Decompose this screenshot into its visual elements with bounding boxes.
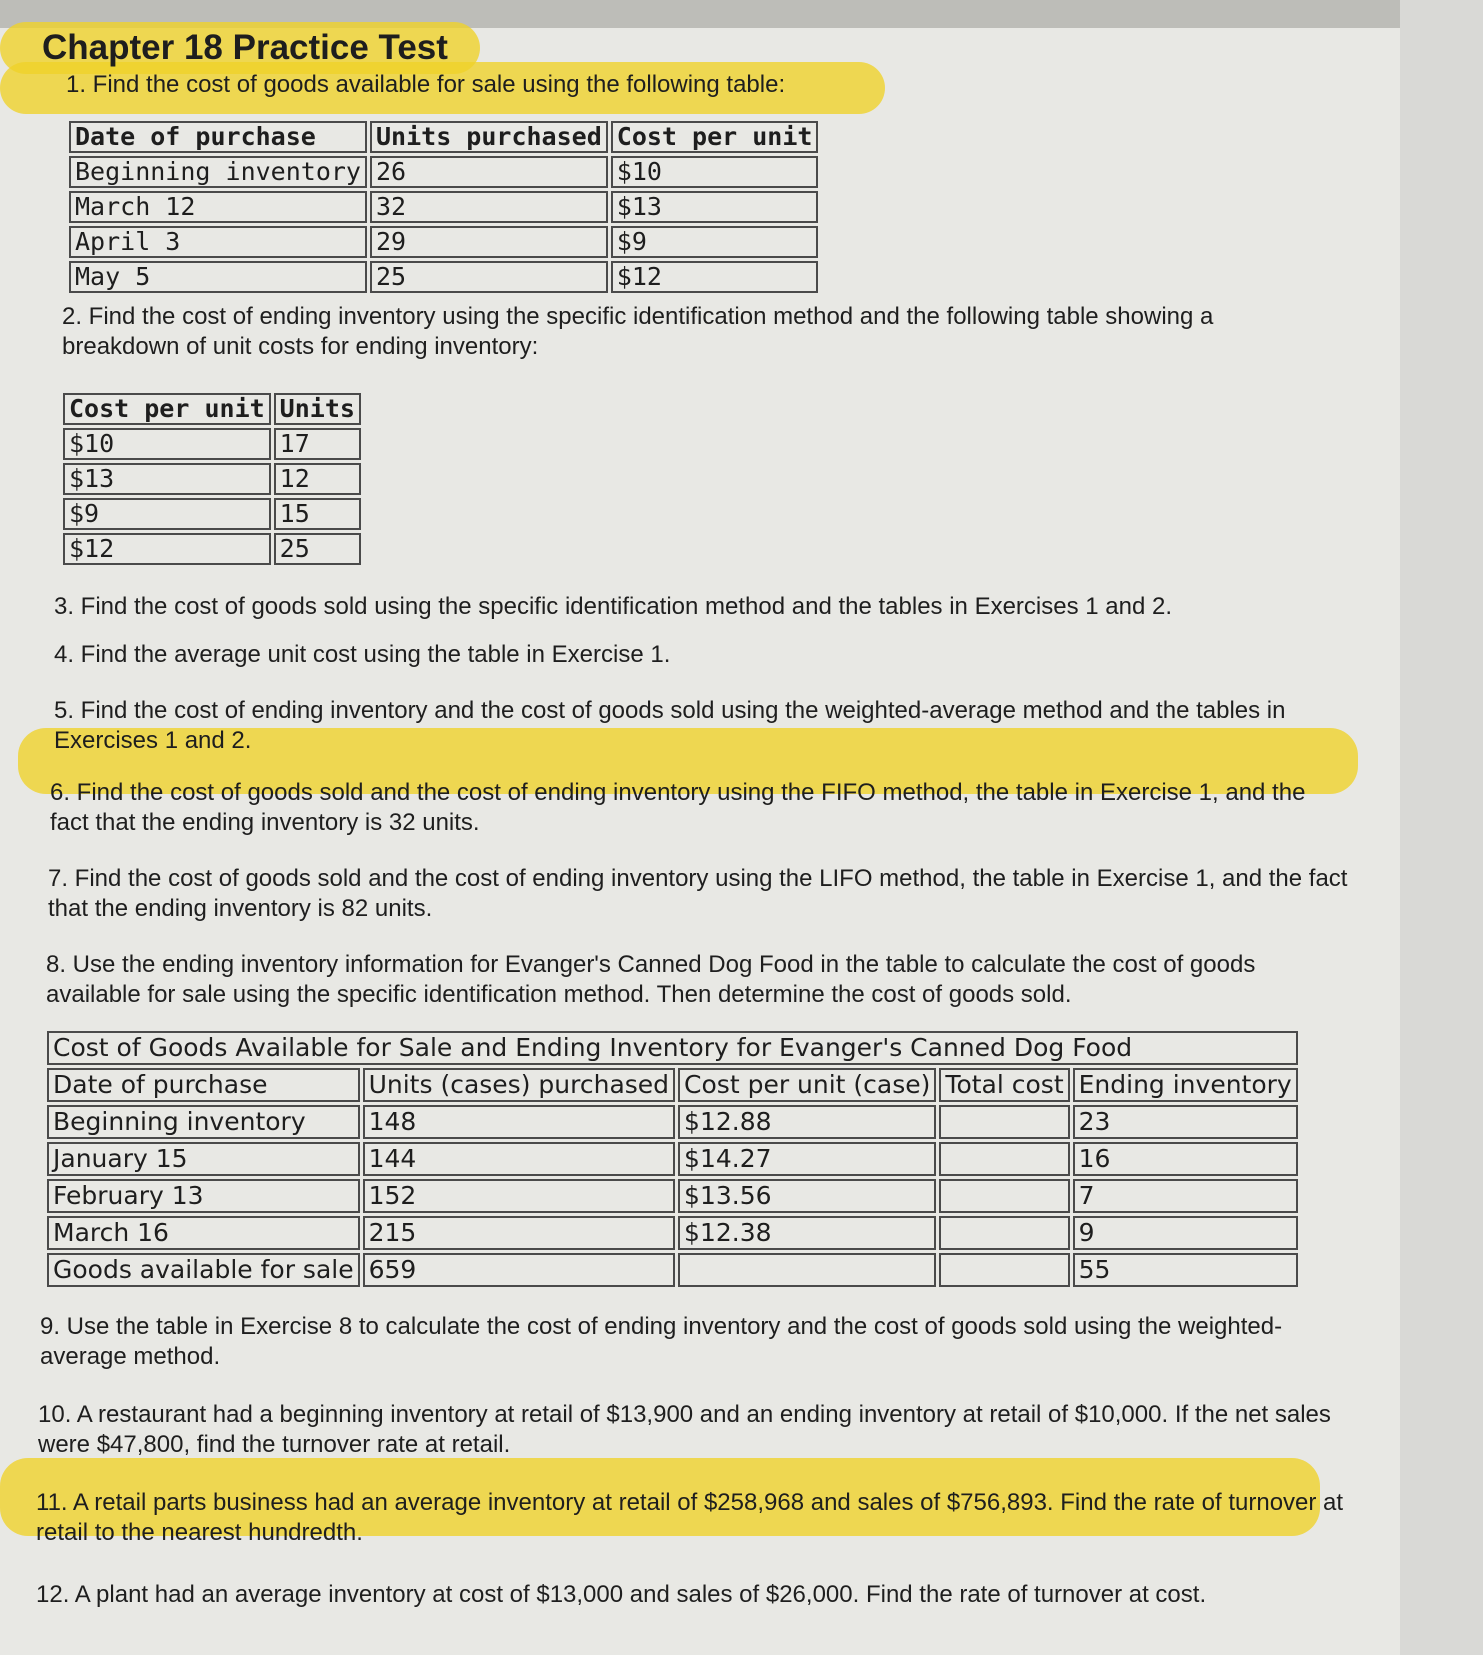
table-cell [939,1253,1069,1287]
table-cell: $12 [611,261,819,293]
table-row [47,1142,1298,1176]
evangers-inventory-table [44,1028,1301,1290]
table-cell: 9 [1073,1216,1298,1250]
table-cell: 215 [363,1216,675,1250]
table-cell: 12 [274,463,361,495]
table-cell: $10 [63,428,271,460]
table-cell: $9 [63,498,271,530]
table-cell: Goods available for sale [47,1253,360,1287]
question-4: 4. Find the average unit cost using the table in Exercise 1. [54,641,671,668]
table-header: Units (cases) purchased [363,1068,675,1102]
table-cell: 16 [1073,1142,1298,1176]
question-7: 7. Find the cost of goods sold and the cost of ending inventory using the LIFO method, the table in Exercise 1, and the fact that the ending inventory is 82 units. [48,865,1348,922]
table-row [63,533,361,565]
table-cell: 55 [1073,1253,1298,1287]
question-1: 1. Find the cost of goods available for sale using the following table: [66,71,786,98]
table-header: Ending inventory [1073,1068,1298,1102]
question-5: 5. Find the cost of ending inventory and the cost of goods sold using the weighted-average method and the tables in Exercises 1 and 2. [54,697,1286,754]
table-cell [939,1216,1069,1250]
question-10: 10. A restaurant had a beginning inventory at retail of $13,900 and an ending inventory at retail of $10,000. If the net sales were $47,800, find the turnover rate at retail. [38,1401,1331,1458]
table-header: Cost per unit [611,121,819,153]
table-cell: $12.38 [678,1216,936,1250]
table-cell: Beginning inventory [69,156,367,188]
table-cell [939,1179,1069,1213]
table-caption: Cost of Goods Available for Sale and Ending Inventory for Evanger's Canned Dog Food [47,1031,1298,1065]
table-header: Units [274,393,361,425]
table-cell: 17 [274,428,361,460]
table-header: Total cost [939,1068,1069,1102]
table-header: Date of purchase [47,1068,360,1102]
table-header: Units purchased [370,121,608,153]
table-cell: $13 [611,191,819,223]
table-header-row [63,393,361,425]
purchase-table [66,118,821,296]
question-11: 11. A retail parts business had an average inventory at retail of $258,968 and sales of $756,893. Find the rate of turnover at retail to the nearest hundredth. [36,1489,1344,1546]
table-cell [678,1253,936,1287]
table-row [47,1253,1298,1287]
ending-inventory-table [60,390,364,568]
table-header: Cost per unit (case) [678,1068,936,1102]
table-row [63,463,361,495]
table-cell: March 16 [47,1216,360,1250]
table-cell: 7 [1073,1179,1298,1213]
table-row [69,156,818,188]
table-header: Cost per unit [63,393,271,425]
table-cell: 659 [363,1253,675,1287]
table-row [69,191,818,223]
table-row [47,1216,1298,1250]
table-row [69,261,818,293]
table-cell: $14.27 [678,1142,936,1176]
question-9: 9. Use the table in Exercise 8 to calculate the cost of ending inventory and the cost of goods sold using the weighted-average method. [40,1313,1283,1370]
table-header-row [47,1068,1298,1102]
page-title: Chapter 18 Practice Test [42,28,448,67]
table-cell: Beginning inventory [47,1105,360,1139]
table-cell: May 5 [69,261,367,293]
table-row [63,498,361,530]
table-header: Date of purchase [69,121,367,153]
table-cell: 23 [1073,1105,1298,1139]
table-cell: January 15 [47,1142,360,1176]
table-cell: 144 [363,1142,675,1176]
table-cell: April 3 [69,226,367,258]
table-cell: 29 [370,226,608,258]
table-header-row [69,121,818,153]
table-cell: $12 [63,533,271,565]
table-caption-row [47,1031,1298,1065]
question-12: 12. A plant had an average inventory at cost of $13,000 and sales of $26,000. Find the rate of turnover at cost. [36,1581,1207,1608]
table-cell: 152 [363,1179,675,1213]
table-cell: $13 [63,463,271,495]
table-row [47,1179,1298,1213]
table-cell [939,1105,1069,1139]
table-row [69,226,818,258]
table-cell: 26 [370,156,608,188]
table-cell: $9 [611,226,819,258]
table-row [63,428,361,460]
table-cell: 32 [370,191,608,223]
question-8: 8. Use the ending inventory information for Evanger's Canned Dog Food in the table to calculate the cost of goods available for sale using the specific identification method. Then determine the cost of goods sold. [46,951,1256,1008]
table-row [47,1105,1298,1139]
table-cell [939,1142,1069,1176]
table-cell: 25 [370,261,608,293]
table-cell: 15 [274,498,361,530]
table-cell: 148 [363,1105,675,1139]
table-cell: $10 [611,156,819,188]
table-cell: $13.56 [678,1179,936,1213]
table-cell: March 12 [69,191,367,223]
table-cell: $12.88 [678,1105,936,1139]
question-2: 2. Find the cost of ending inventory using the specific identification method and the following table showing a breakdown of unit costs for ending inventory: [62,303,1214,360]
question-6: 6. Find the cost of goods sold and the cost of ending inventory using the FIFO method, the table in Exercise 1, and the fact that the ending inventory is 32 units. [50,779,1306,836]
table-cell: 25 [274,533,361,565]
table-cell: February 13 [47,1179,360,1213]
question-3: 3. Find the cost of goods sold using the specific identification method and the tables in Exercises 1 and 2. [54,593,1173,620]
